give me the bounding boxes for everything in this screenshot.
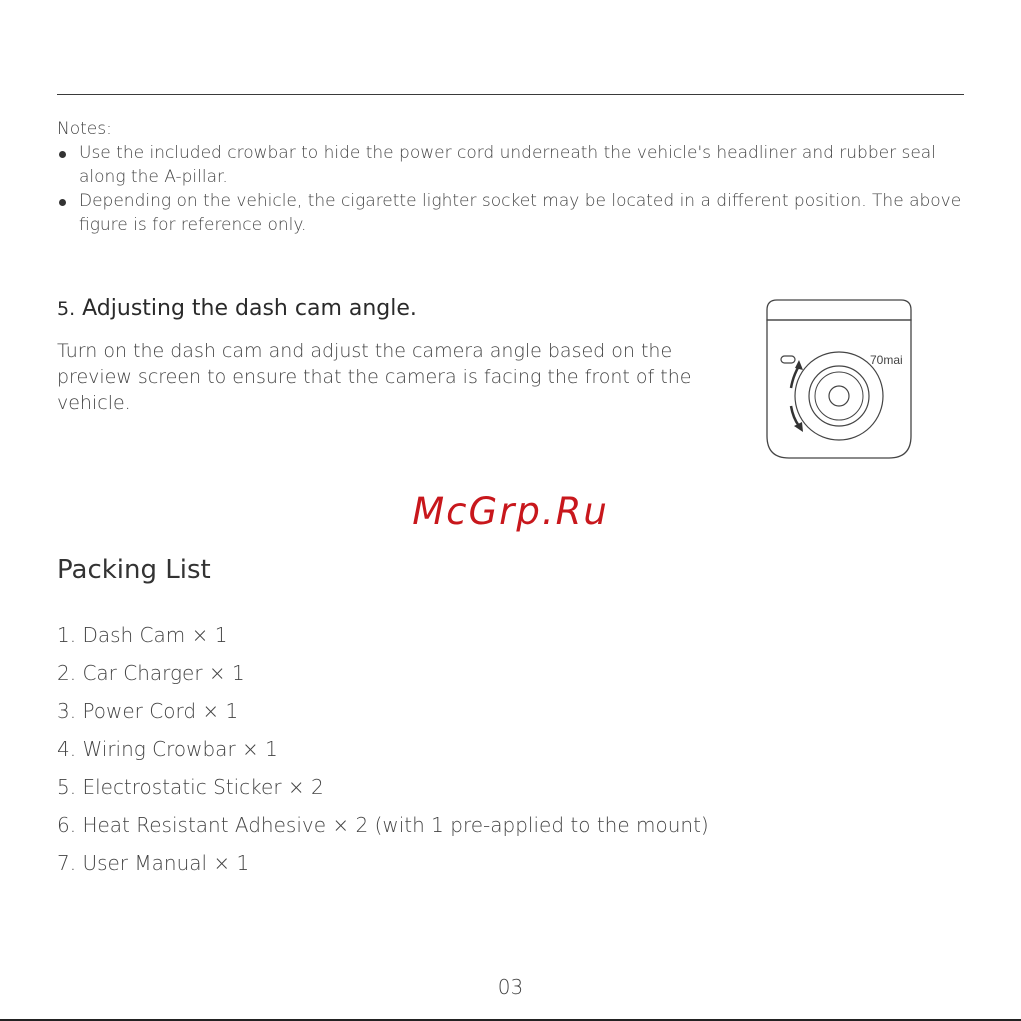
packing-item: 6. Heat Resistant Adhesive × 2 (with 1 pre-applied to the mount) xyxy=(57,813,709,837)
packing-list-title: Packing List xyxy=(57,555,211,585)
page-number: 03 xyxy=(497,975,524,999)
packing-item: 3. Power Cord × 1 xyxy=(57,699,239,723)
watermark: McGrp.Ru xyxy=(412,490,609,533)
notes-list xyxy=(57,141,967,237)
packing-item: 4. Wiring Crowbar × 1 xyxy=(57,737,278,761)
section-body: Turn on the dash cam and adjust the camera angle based on the preview screen to ensure that the camera is facing the front of the vehicle. xyxy=(57,340,692,414)
note-item: Depending on the vehicle, the cigarette lighter socket may be located in a different position. The above figure is for reference only. xyxy=(57,189,967,237)
section-title: Adjusting the dash cam angle. xyxy=(82,296,417,321)
packing-item: 1. Dash Cam × 1 xyxy=(57,623,228,647)
notes-block xyxy=(57,117,967,237)
notes-title: Notes: xyxy=(57,119,112,139)
packing-item: 7. User Manual × 1 xyxy=(57,851,250,875)
packing-item: 5. Electrostatic Sticker × 2 xyxy=(57,775,324,799)
dash-cam-illustration xyxy=(763,298,915,460)
section-heading xyxy=(57,296,417,321)
packing-list xyxy=(57,616,709,882)
note-item: Use the included crowbar to hide the power cord underneath the vehicle's headliner and rubber seal along the A-pillar. xyxy=(57,141,967,189)
dash-cam-rotate-icon xyxy=(763,298,915,460)
top-divider xyxy=(57,94,964,95)
brand-logo: 70mai xyxy=(870,353,903,367)
section-number: 5. xyxy=(57,298,76,320)
packing-item: 2. Car Charger × 1 xyxy=(57,661,245,685)
